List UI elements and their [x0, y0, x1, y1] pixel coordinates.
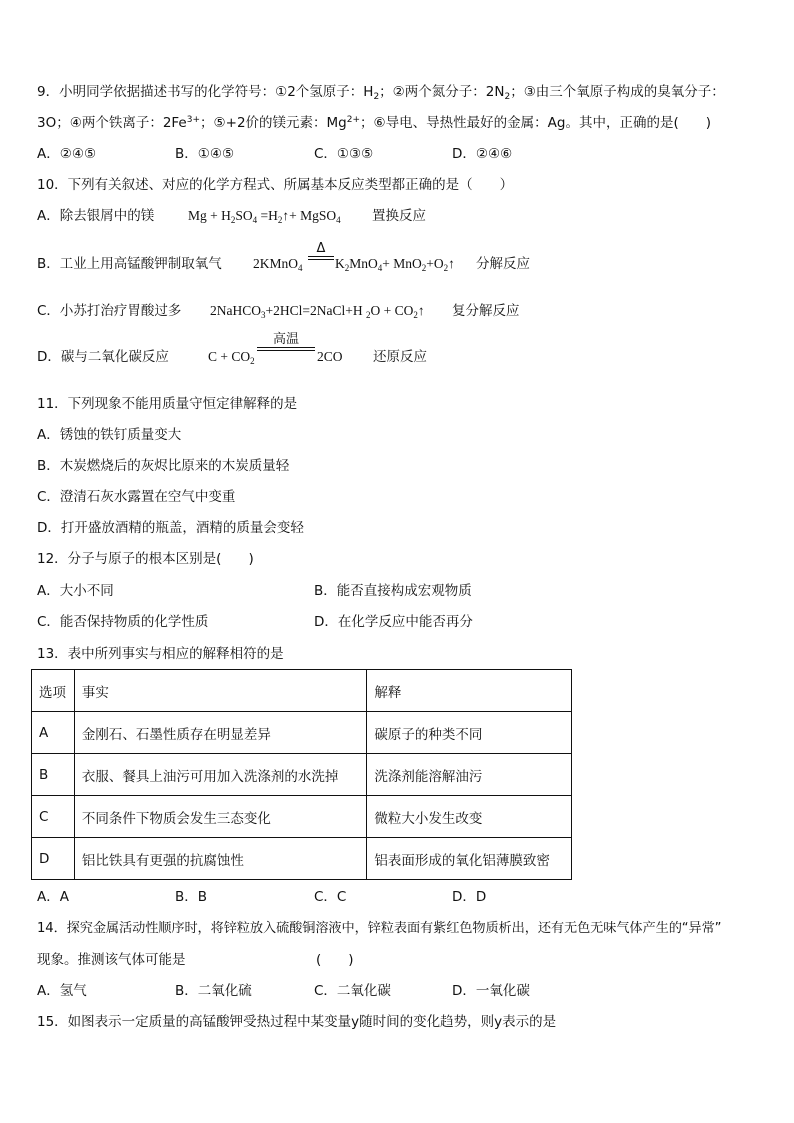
q14-option-c[interactable]: C．二氧化碳 — [314, 983, 391, 999]
table-row — [32, 712, 572, 754]
high-temperature-label: 高温 — [272, 332, 299, 347]
q9-line1: 9．小明同学依据描述书写的化学符号：①2个氢原子：$H_2$；②两个氮分子：$2N_2$；③由三个氧原子构成的臭氧分子： — [37, 84, 725, 102]
row-fact: 铝比铁具有更强的抗腐蚀性 — [74, 838, 367, 880]
row-label: D — [32, 838, 75, 880]
header-fact: 事实 — [74, 670, 367, 712]
table-header-row — [32, 670, 572, 712]
q12-option-b[interactable]: B．能否直接构成宏观物质 — [314, 583, 472, 599]
q11-option-c[interactable]: C．澄清石灰水露置在空气中变重 — [37, 489, 236, 505]
q9-option-b[interactable]: B．①④⑤ — [175, 146, 235, 162]
q9-option-a[interactable]: A．②④⑤ — [37, 146, 97, 162]
q13-option-b[interactable]: B．B — [175, 889, 208, 905]
q10-option-b-products: $K_2MnO_4+$ $MnO_2+O_2↑$ — [335, 256, 455, 273]
header-option: 选项 — [32, 670, 75, 712]
q9-option-d[interactable]: D．②④⑥ — [452, 146, 513, 162]
q10-option-a-type: 置换反应 — [372, 208, 426, 224]
q10-option-b-reactant: 2KMnO$_4$ — [253, 256, 303, 273]
q10-option-c-equation: 2NaHCO$_3$+2HCl=2NaCl+H $_2O + CO_2↑$ — [210, 303, 425, 320]
q10-option-b-type: 分解反应 — [476, 256, 530, 272]
q14-option-a[interactable]: A．氢气 — [37, 983, 87, 999]
q9-line2: 3O；④两个铁离子：$2Fe^{3+}$；⑤+2价的镁元素：$Mg^{2+}$；⑥导电、导热性最好的金属：Ag。其中，正确的是( ) — [37, 115, 711, 131]
q15-stem: 15．如图表示一定质量的高锰酸钾受热过程中某变量y随时间的变化趋势，则y表示的是 — [37, 1014, 557, 1030]
row-fact: 衣服、餐具上油污可用加入洗涤剂的水洗掉 — [74, 754, 367, 796]
q14-line1: 14．探究金属活动性顺序时，将锌粒放入硫酸铜溶液中，锌粒表面有紫红色物质析出，还有无色无味气体产生的“异常” — [37, 921, 722, 936]
q10-option-a-equation: $Mg + H_2SO_4$ $=H_2↑+$ MgSO$_4$ — [188, 208, 341, 225]
q13-stem: 13．表中所列事实与相应的解释相符的是 — [37, 646, 284, 662]
q14-option-b[interactable]: B．二氧化硫 — [175, 983, 252, 999]
row-fact: 金刚石、石墨性质存在明显差异 — [74, 712, 367, 754]
q10-option-b-condition — [308, 242, 334, 260]
heat-symbol: Δ — [316, 241, 326, 256]
q10-option-c-type: 复分解反应 — [452, 303, 520, 319]
q14-option-d[interactable]: D．一氧化碳 — [452, 983, 530, 999]
q12-stem: 12．分子与原子的根本区别是( ) — [37, 551, 254, 567]
table-row — [32, 754, 572, 796]
row-explanation: 铝表面形成的氧化铝薄膜致密 — [367, 838, 572, 880]
q10-option-d-condition — [257, 333, 315, 351]
q13-table — [31, 669, 572, 880]
q12-option-c[interactable]: C．能否保持物质的化学性质 — [37, 614, 209, 630]
header-explanation: 解释 — [367, 670, 572, 712]
table-row — [32, 796, 572, 838]
q13-option-d[interactable]: D．D — [452, 889, 487, 905]
row-label: C — [32, 796, 75, 838]
q11-option-d[interactable]: D．打开盛放酒精的瓶盖，酒精的质量会变轻 — [37, 520, 304, 536]
q12-option-d[interactable]: D．在化学反应中能否再分 — [314, 614, 473, 630]
table-row — [32, 838, 572, 880]
q9-option-c[interactable]: C．①③⑤ — [314, 146, 374, 162]
q13-option-c[interactable]: C．C — [314, 889, 347, 905]
q10-option-d-desc[interactable]: D．碳与二氧化碳反应 — [37, 349, 169, 365]
q10-stem: 10．下列有关叙述、对应的化学方程式、所属基本反应类型都正确的是（ ） — [37, 177, 514, 193]
row-fact: 不同条件下物质会发生三态变化 — [74, 796, 367, 838]
q10-option-d-type: 还原反应 — [373, 349, 427, 365]
q11-stem: 11．下列现象不能用质量守恒定律解释的是 — [37, 396, 298, 412]
row-explanation: 微粒大小发生改变 — [367, 796, 572, 838]
q10-option-c-desc[interactable]: C．小苏打治疗胃酸过多 — [37, 303, 182, 319]
q11-option-a[interactable]: A．锈蚀的铁钉质量变大 — [37, 427, 182, 443]
q13-option-a[interactable]: A．A — [37, 889, 69, 905]
q10-option-a-desc[interactable]: A．除去银屑中的镁 — [37, 208, 155, 224]
q10-option-d-reactant: $C + CO_2$ — [208, 349, 255, 366]
row-explanation: 碳原子的种类不同 — [367, 712, 572, 754]
q10-option-b-desc[interactable]: B．工业上用高锰酸钾制取氧气 — [37, 256, 222, 272]
q14-line2: 现象。推测该气体可能是 — [37, 952, 186, 968]
row-label: A — [32, 712, 75, 754]
q12-option-a[interactable]: A．大小不同 — [37, 583, 114, 599]
q14-answer-paren: ( ) — [316, 952, 354, 968]
row-label: B — [32, 754, 75, 796]
q11-option-b[interactable]: B．木炭燃烧后的灰烬比原来的木炭质量轻 — [37, 458, 290, 474]
row-explanation: 洗涤剂能溶解油污 — [367, 754, 572, 796]
q10-option-d-product: 2CO — [317, 349, 343, 364]
